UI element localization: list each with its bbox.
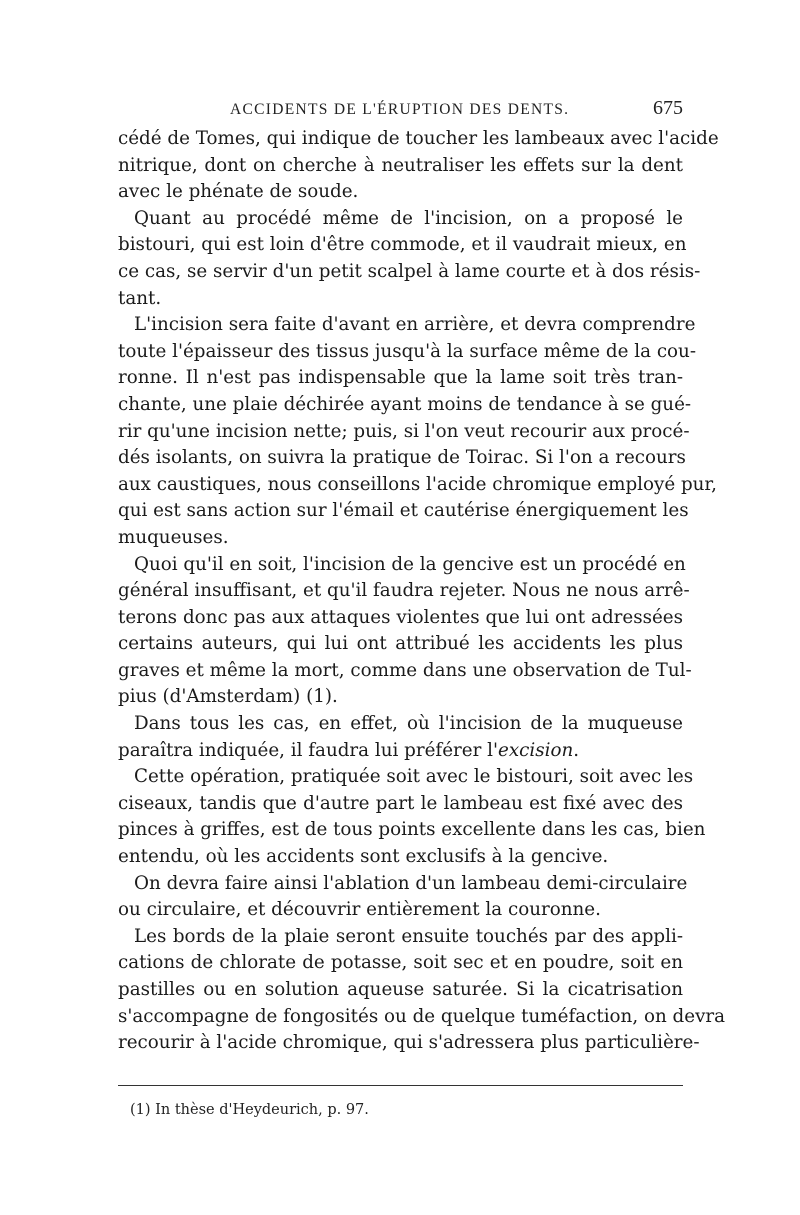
text-line: entendu, où les accidents sont exclusifs à la gencive.: [118, 846, 609, 868]
paragraph: [118, 312, 717, 551]
text-line: pius (d'Amsterdam) (1).: [118, 686, 338, 708]
text-line: cédé de Tomes, qui indique de toucher les lambeaux avec l'acide: [118, 128, 719, 149]
text-line: [118, 738, 683, 765]
text-line: ronne. Il n'est pas indispensable que la lame soit très tran-: [118, 367, 683, 389]
paragraph: [118, 552, 692, 712]
footnote-rule: [118, 1085, 683, 1086]
text-line: avec le phénate de soude.: [118, 181, 359, 203]
text-line: Quant au procédé même de l'incision, on a proposé le: [134, 207, 683, 229]
paragraph: [118, 871, 688, 924]
page-number: 675: [653, 97, 683, 119]
text-line: L'incision sera faite d'avant en arrière, et devra comprendre: [134, 314, 696, 336]
text-line: On devra faire ainsi l'ablation d'un lambeau demi-circulaire: [134, 872, 688, 894]
text-line: Les bords de la plaie seront ensuite touchés par des appli-: [134, 925, 683, 947]
italic-term: excision: [498, 739, 574, 761]
text-line: muqueuses.: [118, 526, 229, 548]
text-line: Dans tous les cas, en effet, où l'incision de la muqueuse: [134, 713, 683, 735]
paragraph: [118, 924, 726, 1057]
text-line: rir qu'une incision nette; puis, si l'on veut recourir aux procé-: [118, 420, 690, 442]
paragraph: [118, 764, 706, 870]
text-line: ciseaux, tandis que d'autre part le lambeau est fixé avec des: [118, 792, 683, 814]
text-line: certains auteurs, qui lui ont attribué les accidents les plus: [118, 633, 683, 655]
text-line: pastilles ou en solution aqueuse saturée. Si la cicatrisation: [118, 979, 683, 1000]
text-line: chante, une plaie déchirée ayant moins de tendance à se gué-: [118, 393, 692, 415]
paragraph: [118, 126, 719, 206]
text-line: dés isolants, on suivra la pratique de Toirac. Si l'on a recours: [118, 447, 686, 469]
text-line: terons donc pas aux attaques violentes que lui ont adressées: [118, 606, 683, 628]
page-header: [118, 97, 683, 127]
text-line: qui est sans action sur l'émail et cautérise énergiquement les: [118, 500, 689, 522]
text-line: ce cas, se servir d'un petit scalpel à lame courte et à dos résis-: [118, 260, 701, 282]
text-line: Cette opération, pratiquée soit avec le bistouri, soit avec les: [134, 766, 694, 788]
line-tail: .: [573, 739, 580, 761]
body-text: [118, 126, 726, 1057]
paragraph: [118, 206, 701, 312]
text-line: recourir à l'acide chromique, qui s'adressera plus particulière-: [118, 1032, 700, 1054]
footnote: (1) In thèse d'Heydeurich, p. 97.: [130, 1102, 369, 1118]
text-line: pinces à griffes, est de tous points excellente dans les cas, bien: [118, 819, 706, 841]
paragraph: [118, 711, 683, 764]
line-text: paraîtra indiquée, il faudra lui préférer l': [118, 739, 498, 761]
text-line: cations de chlorate de potasse, soit sec et en poudre, soit en: [118, 952, 683, 974]
text-line: ou circulaire, et découvrir entièrement la couronne.: [118, 899, 601, 921]
text-line: nitrique, dont on cherche à neutraliser les effets sur la dent: [118, 154, 683, 176]
text-line: tant.: [118, 287, 162, 309]
text-line: s'accompagne de fongosités ou de quelque tuméfaction, on devra: [118, 1005, 726, 1027]
running-title: ACCIDENTS DE L'ÉRUPTION DES DENTS.: [230, 101, 570, 118]
text-line: graves et même la mort, comme dans une observation de Tul-: [118, 659, 692, 681]
text-line: Quoi qu'il en soit, l'incision de la gencive est un procédé en: [134, 553, 686, 575]
text-line: bistouri, qui est loin d'être commode, et il vaudrait mieux, en: [118, 234, 687, 256]
text-line: toute l'épaisseur des tissus jusqu'à la surface même de la cou-: [118, 340, 697, 362]
text-line: aux caustiques, nous conseillons l'acide chromique employé pur,: [118, 473, 717, 495]
text-line: général insuffisant, et qu'il faudra rejeter. Nous ne nous arrê-: [118, 580, 690, 602]
